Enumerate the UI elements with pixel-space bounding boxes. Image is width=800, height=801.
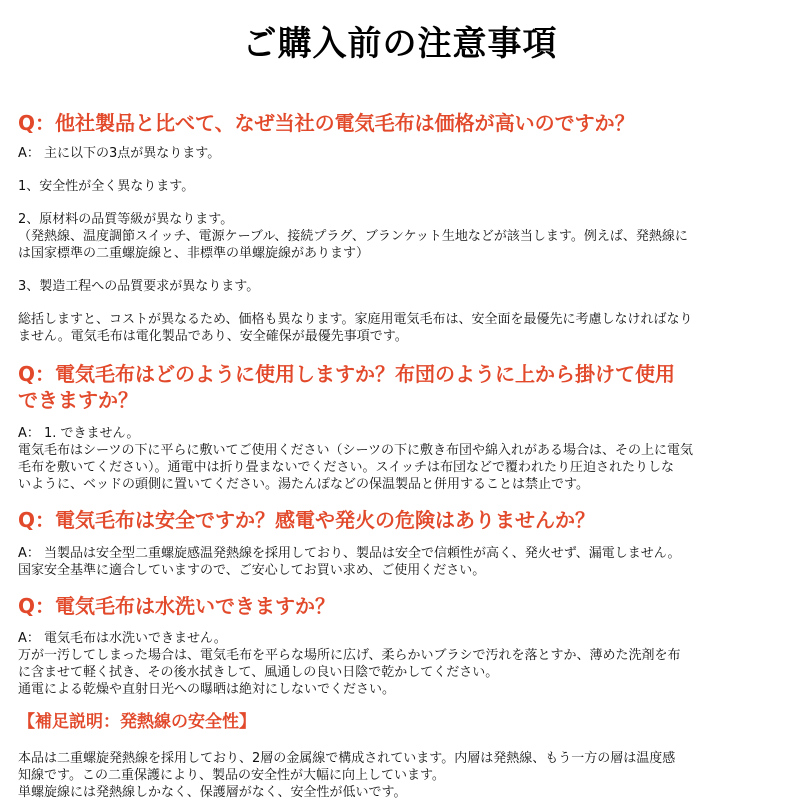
answer-line: 毛布を敷いてください）。通電中は折り畳まないでください。スイッチは布団などで覆われたり圧迫されたりしな <box>18 460 674 475</box>
supplement-line: 本品は二重螺旋発熱線を採用しており、2層の金属線で構成されています。内層は発熱線、もう一方の層は温度感 <box>18 751 676 766</box>
answer-line: A： 当製品は安全型二重螺旋感温発熱線を採用しており、製品は安全で信頼性が高く、発火せず、漏電しません。 <box>18 546 681 561</box>
answer-line: 万が一汚してしまった場合は、電気毛布を平らな場所に広げ、柔らかいブラシで汚れを落とすか、薄めた洗剤を布 <box>18 648 681 663</box>
question-usage-line2: できますか？ <box>18 388 138 412</box>
answer-line: 1、安全性が全く異なります。 <box>18 179 195 194</box>
page-title: ご購入前の注意事項 <box>242 24 558 64</box>
answer-line: A： 主に以下の3点が異なります。 <box>18 146 221 161</box>
supplement-section <box>18 710 782 801</box>
answer-line: A： 電気毛布は水洗いできません。 <box>18 631 227 646</box>
answer-line: ません。電気毛布は電化製品であり、安全確保が最優先事項です。 <box>18 329 408 344</box>
answer-line: 3、製造工程への品質要求が異なります。 <box>18 279 260 294</box>
answer-line: （発熱線、温度調節スイッチ、電源ケーブル、接続プラグ、ブランケット生地などが該当します。例えば、発熱線に <box>18 229 688 244</box>
faq-section-washing <box>18 593 782 698</box>
question-usage-line1: Q：電気毛布はどのように使用しますか？布団のように上から掛けて使用 <box>18 362 676 386</box>
answer-line: 2、原材料の品質等級が異なります。 <box>18 212 234 227</box>
supplement-line: 単螺旋線には発熱線しかなく、保護層がなく、安全性が低いです。 <box>18 785 407 800</box>
question-price: Q：他社製品と比べて、なぜ当社の電気毛布は価格が高いのですか？ <box>18 111 635 135</box>
answer-line: 国家安全基準に適合していますので、ご安心してお買い求め、ご使用ください。 <box>18 563 486 578</box>
supplement-heading: 【補足説明：発熱線の安全性】 <box>18 712 256 732</box>
answer-line: A： 1. できません。 <box>18 426 140 441</box>
answer-line: 通電による乾燥や直射日光への曝晒は絶対にしないでください。 <box>18 682 396 697</box>
answer-line: 総括しますと、コストが異なるため、価格も異なります。家庭用電気毛布は、安全面を最優先に考慮しなければなり <box>18 312 693 327</box>
answer-line: は国家標準の二重螺旋線と、非標準の単螺旋線があります） <box>18 246 370 261</box>
faq-section-usage <box>18 361 782 493</box>
question-safety: Q：電気毛布は安全ですか？感電や発火の危険はありませんか？ <box>18 508 596 532</box>
question-washing: Q：電気毛布は水洗いできますか？ <box>18 594 336 618</box>
answer-line: いように、ベッドの頭側に置いてください。湯たんぽなどの保温製品と併用することは禁止です。 <box>18 477 589 492</box>
faq-section-safety <box>18 507 782 579</box>
faq-section-price <box>18 110 782 345</box>
answer-line: に含ませて軽く拭き、その後水拭きして、風通しの良い日陰で乾かしてください。 <box>18 665 499 680</box>
supplement-line: 知線です。この二重保護により、製品の安全性が大幅に向上しています。 <box>18 768 445 783</box>
answer-line: 電気毛布はシーツの下に平らに敷いてご使用ください（シーツの下に敷き布団や綿入れがある場合は、その上に電気 <box>18 443 693 458</box>
